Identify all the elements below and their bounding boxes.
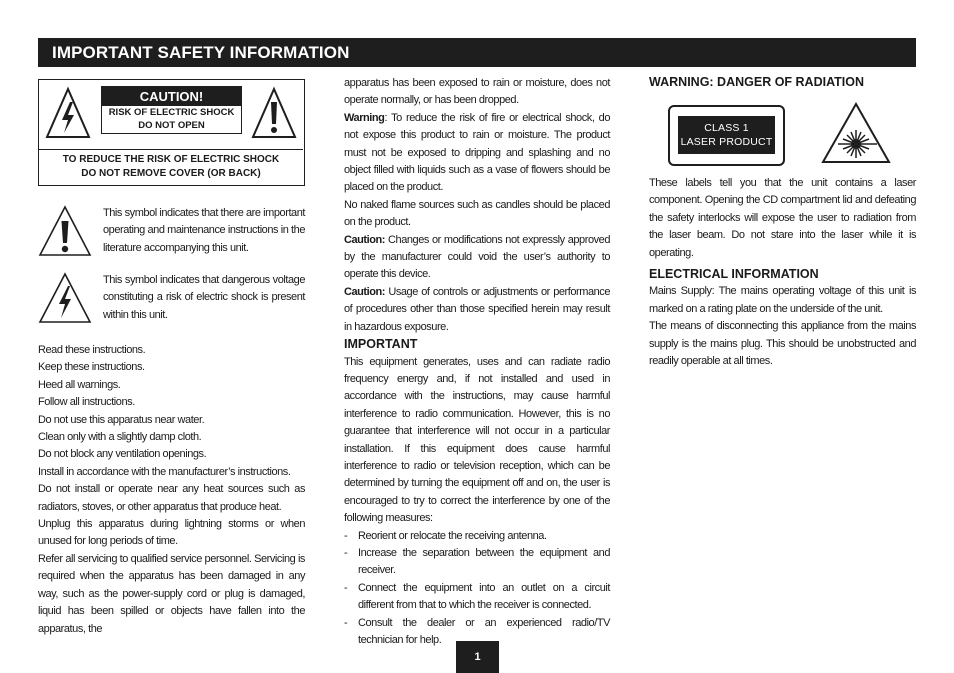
instruction-item: Unplug this apparatus during lightning storms or when unused for long periods of time. bbox=[38, 518, 305, 548]
caution-paragraph-2 bbox=[344, 284, 610, 336]
exclamation-symbol-text: This symbol indicates that there are important operating and maintenance instructions in the literature accompanying this unit. bbox=[103, 207, 305, 254]
mains-text: Mains Supply: The mains operating voltage of this unit is marked on a rating plate on the underside of the unit. bbox=[649, 285, 916, 315]
caution-line2: DO NOT OPEN bbox=[138, 120, 205, 131]
radiation-heading-wrap bbox=[649, 74, 916, 91]
middle-column bbox=[344, 75, 610, 649]
instruction-item: Clean only with a slightly damp cloth. bbox=[38, 431, 202, 444]
instruction-item: Install in accordance with the manufacturer’s instructions. bbox=[38, 465, 291, 478]
important-text: This equipment generates, uses and can radiate radio frequency energy and, if not installed and used in accordance with the instructions, may cause harmful interference to radio communication. However, this is no guarantee that interference will not occur in a particular installation. If this equipment does cause harmful interference to radio or television reception, which can be determined by turning the equipment off and on, the user is encouraged to try to correct the interference by one of the following measures: bbox=[344, 355, 610, 525]
laser-warning-icon bbox=[821, 102, 891, 164]
caution-text: Usage of controls or adjustments or performance of procedures other than those specified herein may result in hazardous exposure. bbox=[344, 285, 610, 333]
important-heading: IMPORTANT bbox=[344, 337, 418, 352]
continuation-text: apparatus has been exposed to rain or moisture, does not operate normally, or has been dropped. bbox=[344, 77, 610, 107]
caution-text: Changes or modifications not expressly approved by the manufacturer could void the user’s authority to operate this device. bbox=[344, 233, 610, 281]
page-number: 1 bbox=[456, 641, 499, 673]
exclamation-triangle-icon bbox=[251, 86, 297, 140]
laser-label-line1: CLASS 1 bbox=[704, 122, 749, 134]
header-bar bbox=[38, 38, 916, 67]
laser-product-label bbox=[668, 105, 785, 166]
lightning-triangle-icon bbox=[38, 272, 92, 324]
instruction-item: Heed all warnings. bbox=[38, 378, 121, 391]
instruction-item: Refer all servicing to qualified service personnel. Servicing is required when the apparatus has been damaged in any way, such as the power-supply cord or plug is damaged, liquid has been spilled or objects have fallen into the apparatus, the bbox=[38, 552, 305, 635]
instruction-item: Read these instructions. bbox=[38, 344, 146, 356]
lightning-symbol-text: This symbol indicates that dangerous voltage constituting a risk of electric shock is present within this unit. bbox=[103, 274, 305, 321]
list-item: - Increase the separation between the equipment and receiver. bbox=[344, 545, 610, 580]
caution-bottom-line2: DO NOT REMOVE COVER (OR BACK) bbox=[81, 168, 261, 179]
measures-list bbox=[344, 528, 610, 650]
lightning-symbol-row bbox=[38, 272, 305, 332]
caution-bottom-line1: TO REDUCE THE RISK OF ELECTRIC SHOCK bbox=[62, 154, 280, 165]
radiation-text: These labels tell you that the unit contains a laser component. Opening the CD compartment lid and defeating the safety interlocks will expose the user to radiation from the laser beam. Do not stare into the laser while it is operating. bbox=[649, 177, 916, 259]
caution-label bbox=[101, 86, 242, 134]
instruction-item: Follow all instructions. bbox=[38, 396, 135, 409]
list-item: - Connect the equipment into an outlet on a circuit different from that to which the receiver is connected. bbox=[344, 580, 610, 615]
page-title: IMPORTANT SAFETY INFORMATION bbox=[52, 43, 350, 62]
caution-line1: RISK OF ELECTRIC SHOCK bbox=[108, 107, 235, 118]
exclamation-symbol-row bbox=[38, 205, 305, 265]
caution-box bbox=[38, 79, 305, 186]
lightning-triangle-icon bbox=[45, 86, 91, 140]
instruction-item: Do not use this apparatus near water. bbox=[38, 413, 205, 426]
caution-top bbox=[39, 80, 303, 150]
disconnect-text: The means of disconnecting this appliance from the mains supply is the mains plug. This should be unobstructed and readily operable at all times. bbox=[649, 320, 916, 368]
instructions-list bbox=[38, 342, 305, 638]
instruction-item: Keep these instructions. bbox=[38, 361, 145, 374]
instruction-item: Do not install or operate near any heat sources such as radiators, stoves, or other apparatus that produce heat. bbox=[38, 483, 305, 513]
electrical-heading: ELECTRICAL INFORMATION bbox=[649, 267, 819, 282]
flame-text: No naked flame sources such as candles should be placed on the product. bbox=[344, 198, 610, 229]
caution-paragraph-1 bbox=[344, 232, 610, 284]
caution-label: Caution: bbox=[344, 285, 386, 298]
warning-label: Warning bbox=[344, 111, 385, 124]
warning-paragraph bbox=[344, 110, 610, 197]
caution-title: CAUTION! bbox=[102, 87, 241, 106]
exclamation-triangle-icon bbox=[38, 205, 92, 257]
radiation-heading: WARNING: DANGER OF RADIATION bbox=[649, 75, 865, 89]
right-column-text bbox=[649, 175, 916, 370]
warning-text: : To reduce the risk of fire or electrical shock, do not expose this product to rain or moisture. The product must not be exposed to dripping and splashing and no object filled with liquids such as a vase of flowers should be placed on the product. bbox=[344, 111, 610, 194]
instruction-item: Do not block any ventilation openings. bbox=[38, 448, 207, 461]
laser-label-inner bbox=[678, 116, 775, 154]
caution-bottom-text bbox=[39, 153, 303, 181]
list-item: - Reorient or relocate the receiving antenna. bbox=[344, 528, 610, 545]
list-item: - Consult the dealer or an experienced radio/TV technician for help. bbox=[344, 615, 610, 650]
laser-label-line2: LASER PRODUCT bbox=[680, 136, 773, 148]
caution-label: Caution: bbox=[344, 233, 386, 246]
